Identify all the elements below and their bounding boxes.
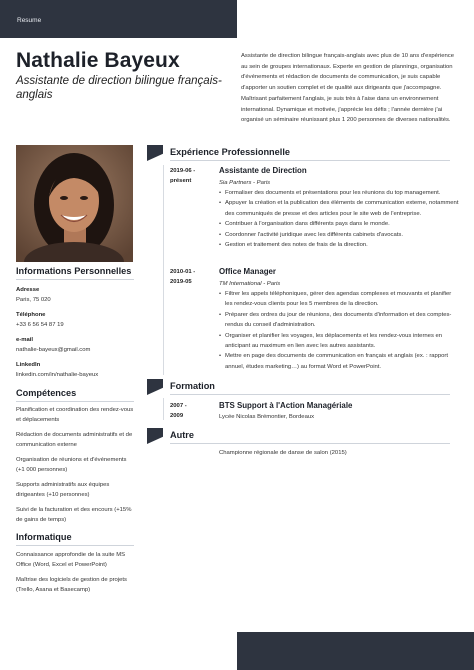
skills-section	[16, 388, 134, 402]
skill-item: Planification et coordination des rendez-vous et déplacements	[16, 407, 134, 424]
education-date: 2007 - 2009	[170, 403, 187, 420]
job-date: 2019-06 - présent	[170, 168, 196, 185]
job-bullet-list	[219, 289, 459, 372]
other-heading: Autre	[170, 430, 194, 440]
top-banner	[0, 0, 237, 38]
section-divider	[170, 394, 450, 395]
it-heading: Informatique	[16, 532, 134, 546]
job-bullet: • Gestion et traitement des notes de frais de la direction.	[219, 240, 459, 250]
linkedin-value: linkedin.com/in/nathalie-bayeux	[16, 372, 99, 378]
job-title: Office Manager	[219, 267, 277, 276]
section-flag-icon	[147, 379, 163, 395]
address-label: Adresse	[16, 287, 40, 293]
job-company: Sia Partners - Paris	[219, 180, 271, 186]
it-item: Connaissance approfondie de la suite MS Office (Word, Excel et PowerPoint)	[16, 552, 126, 569]
candidate-name: Nathalie Bayeux	[16, 49, 180, 72]
it-item: Maîtrise des logiciels de gestion de projets (Trello, Asana et Basecamp)	[16, 577, 127, 594]
job-bullet-list	[219, 188, 459, 250]
skill-item: Rédaction de documents administratifs et de communication externe	[16, 432, 133, 449]
job-title: Assistante de Direction	[219, 166, 307, 175]
candidate-job-title: Assistante de direction bilingue français-anglais	[16, 75, 222, 101]
phone-label: Téléphone	[16, 312, 46, 318]
personal-info-section	[16, 266, 134, 280]
education-heading: Formation	[170, 381, 215, 391]
profile-photo	[16, 145, 133, 262]
section-flag-icon	[147, 145, 163, 161]
job-bullet: • Formaliser des documents et présentations pour les réunions du top management.	[219, 188, 459, 198]
education-school: Lycée Nicolas Brémontier, Bordeaux	[219, 414, 315, 420]
job-date: 2010-01 - 2019-05	[170, 269, 196, 286]
job-bullet: • Organiser et planifier les voyages, les déplacements et les rendez-vous internes en anticipant au maximum en lien avec les autres assistants.	[219, 331, 459, 352]
portrait-image	[16, 145, 133, 262]
job-bullet: • Contribuer à l'organisation dans différents pays dans le monde.	[219, 219, 459, 229]
email-label: e-mail	[16, 337, 34, 343]
document-label: Resume	[17, 17, 42, 24]
section-flag-icon	[147, 428, 163, 444]
job-bullet: • Appuyer la création et la publication des éléments de communication externe, notamment des communiqués de presse et des articles pour le site web de l'entreprise.	[219, 198, 459, 219]
phone-value: +33 6 56 54 87 19	[16, 322, 64, 328]
profile-summary: Assistante de direction bilingue français-anglais avec plus de 10 ans d'expérience au sein de groupes internationaux. Experte en gestion de plannings, organisation d'événements et rédaction de documents de communication, je suis capable d'apporter un soutien complet et de qualité aux dirigeants que j'accompagne. Maîtrisant parfaitement l'anglais, je suis très à l'aise dans un environnement international. Dynamique et motivée, j'apprécie les défis ; l'année dernière j'ai organisé un séminaire réunissant plus 1 200 personnes de diverses nationalités.	[241, 53, 454, 124]
email-value: nathalie-bayeux@gmail.com	[16, 347, 91, 353]
personal-info-heading: Informations Personnelles	[16, 266, 134, 280]
section-divider	[170, 443, 450, 444]
skills-heading: Compétences	[16, 388, 134, 402]
education-title: BTS Support à l'Action Managériale	[219, 401, 353, 410]
skill-item: Suivi de la facturation et des encours (+15% de gains de temps)	[16, 507, 132, 524]
section-divider	[170, 160, 450, 161]
linkedin-label: LinkedIn	[16, 362, 41, 368]
job-bullet: • Préparer des ordres du jour de réunions, des documents d'information et des comptes-rendus du conseil d'administration.	[219, 310, 459, 331]
timeline-line	[163, 398, 164, 420]
skill-item: Organisation de réunions et d'événements (+1 000 personnes)	[16, 457, 127, 474]
other-text: Championne régionale de danse de salon (2015)	[219, 450, 347, 456]
address-value: Paris, 75 020	[16, 297, 51, 303]
job-company: TM International - Paris	[219, 281, 281, 287]
job-bullet: • Filtrer les appels téléphoniques, gérer des agendas complexes et mouvants et planifier les rendez-vous clients pour les 5 membres de la direction.	[219, 289, 459, 310]
job-bullet: • Coordonner l'activité juridique avec les différents cabinets d'avocats.	[219, 230, 459, 240]
timeline-line	[163, 165, 164, 375]
skill-item: Supports administratifs aux équipes dirigeantes (+10 personnes)	[16, 482, 110, 499]
job-bullet: • Mettre en page des documents de communication en français et anglais (ex. : rapport annuel, études marketing…) au format Word et PowerPoint.	[219, 351, 459, 372]
bottom-banner	[237, 632, 474, 670]
experience-heading: Expérience Professionnelle	[170, 147, 290, 157]
it-section	[16, 532, 134, 546]
